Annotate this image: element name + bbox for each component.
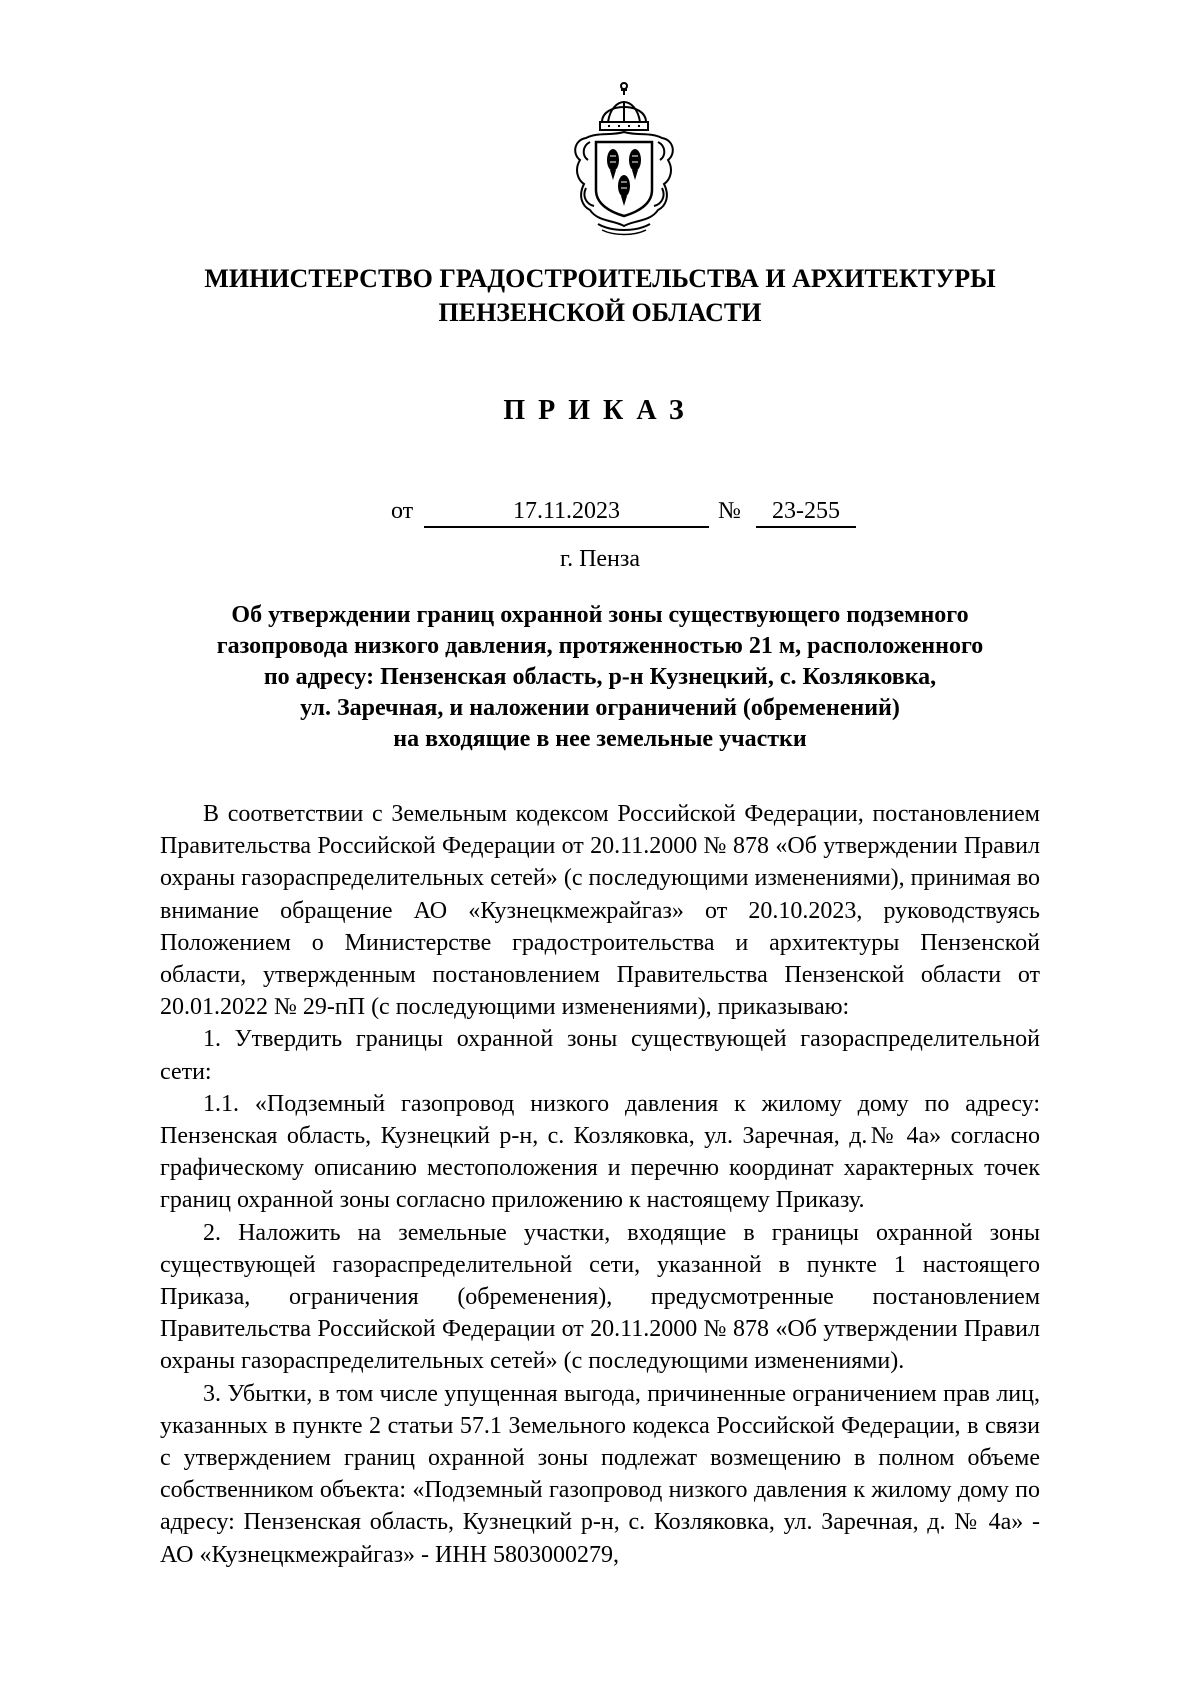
document-type-title: ПРИКАЗ: [503, 395, 697, 426]
paragraph-item-1: 1. Утвердить границы охранной зоны существующей газораспределительной сети:: [160, 1026, 1040, 1085]
paragraph-preamble: В соответствии с Земельным кодексом Российской Федерации, постановлением Правительства Российской Федерации от 20.11.2000 № 878 «Об утверждении Правил охраны газораспределительных сетей» (с последующими изменениями), принимая во внимание обращение АО «Кузнецкмежрайгаз» от 20.10.2023, руководствуясь Положением о Министерстве градостроительства и архитектуры Пензенской области, утвержденным постановлением Правительства Пензенской области от 20.01.2022 № 29-пП (с последующими изменениями), приказываю:: [160, 801, 1040, 1021]
date-label: от: [391, 498, 414, 524]
issue-city: г. Пенза: [559, 546, 641, 572]
order-body: [160, 798, 1040, 1571]
number-label: №: [718, 498, 741, 524]
paragraph-item-3: 3. Убытки, в том числе упущенная выгода, причиненные ограничением прав лиц, указанных в пункте 2 статьи 57.1 Земельного кодекса Российской Федерации, в связи с утверждением границ охранной зоны подлежат возмещению в полном объеме собственником объекта: «Подземный газопровод низкого давления к жилому дому по адресу: Пензенская область, Кузнецкий р-н, с. Козляковка, ул. Заречная, д. № 4а» - АО «Кузнецкмежрайгаз» - ИНН 5803000279,: [160, 1380, 1040, 1568]
date-number-line: [391, 496, 861, 530]
paragraph-item-1-1: 1.1. «Подземный газопровод низкого давления к жилому дому по адресу: Пензенская область, Кузнецкий р-н, с. Козляковка, ул. Заречная, д.№ 4а» согласно графическому описанию местоположения и перечню координат характерных точек границ охранной зоны согласно приложению к настоящему Приказу.: [160, 1090, 1040, 1214]
subject-line: на входящие в нее земельные участки: [393, 726, 807, 752]
subject-line: ул. Заречная, и наложении ограничений (обременений): [300, 695, 900, 721]
subject-line: Об утверждении границ охранной зоны существующего подземного: [231, 602, 969, 628]
penza-coat-of-arms-icon: [568, 80, 680, 240]
subject-line: газопровода низкого давления, протяженностью 21 м, расположенного: [216, 633, 984, 659]
paragraph-item-2: 2. Наложить на земельные участки, входящие в границы охранной зоны существующей газораспределительной сети, указанной в пункте 1 настоящего Приказа, ограничения (обременения), предусмотренные постановлением Правительства Российской Федерации от 20.11.2000 № 878 «Об утверждении Правил охраны газораспределительных сетей» (с последующими изменениями).: [160, 1219, 1040, 1375]
ministry-name: [0, 262, 1200, 330]
ministry-line-1: МИНИСТЕРСТВО ГРАДОСТРОИТЕЛЬСТВА И АРХИТЕКТУРЫ: [204, 264, 996, 293]
subject-line: по адресу: Пензенская область, р-н Кузнецкий, с. Козляковка,: [263, 664, 937, 690]
ministry-line-2: ПЕНЗЕНСКОЙ ОБЛАСТИ: [438, 298, 762, 327]
order-subject: [160, 600, 1040, 755]
order-date: 17.11.2023: [424, 496, 709, 528]
order-number: 23-255: [756, 496, 856, 528]
